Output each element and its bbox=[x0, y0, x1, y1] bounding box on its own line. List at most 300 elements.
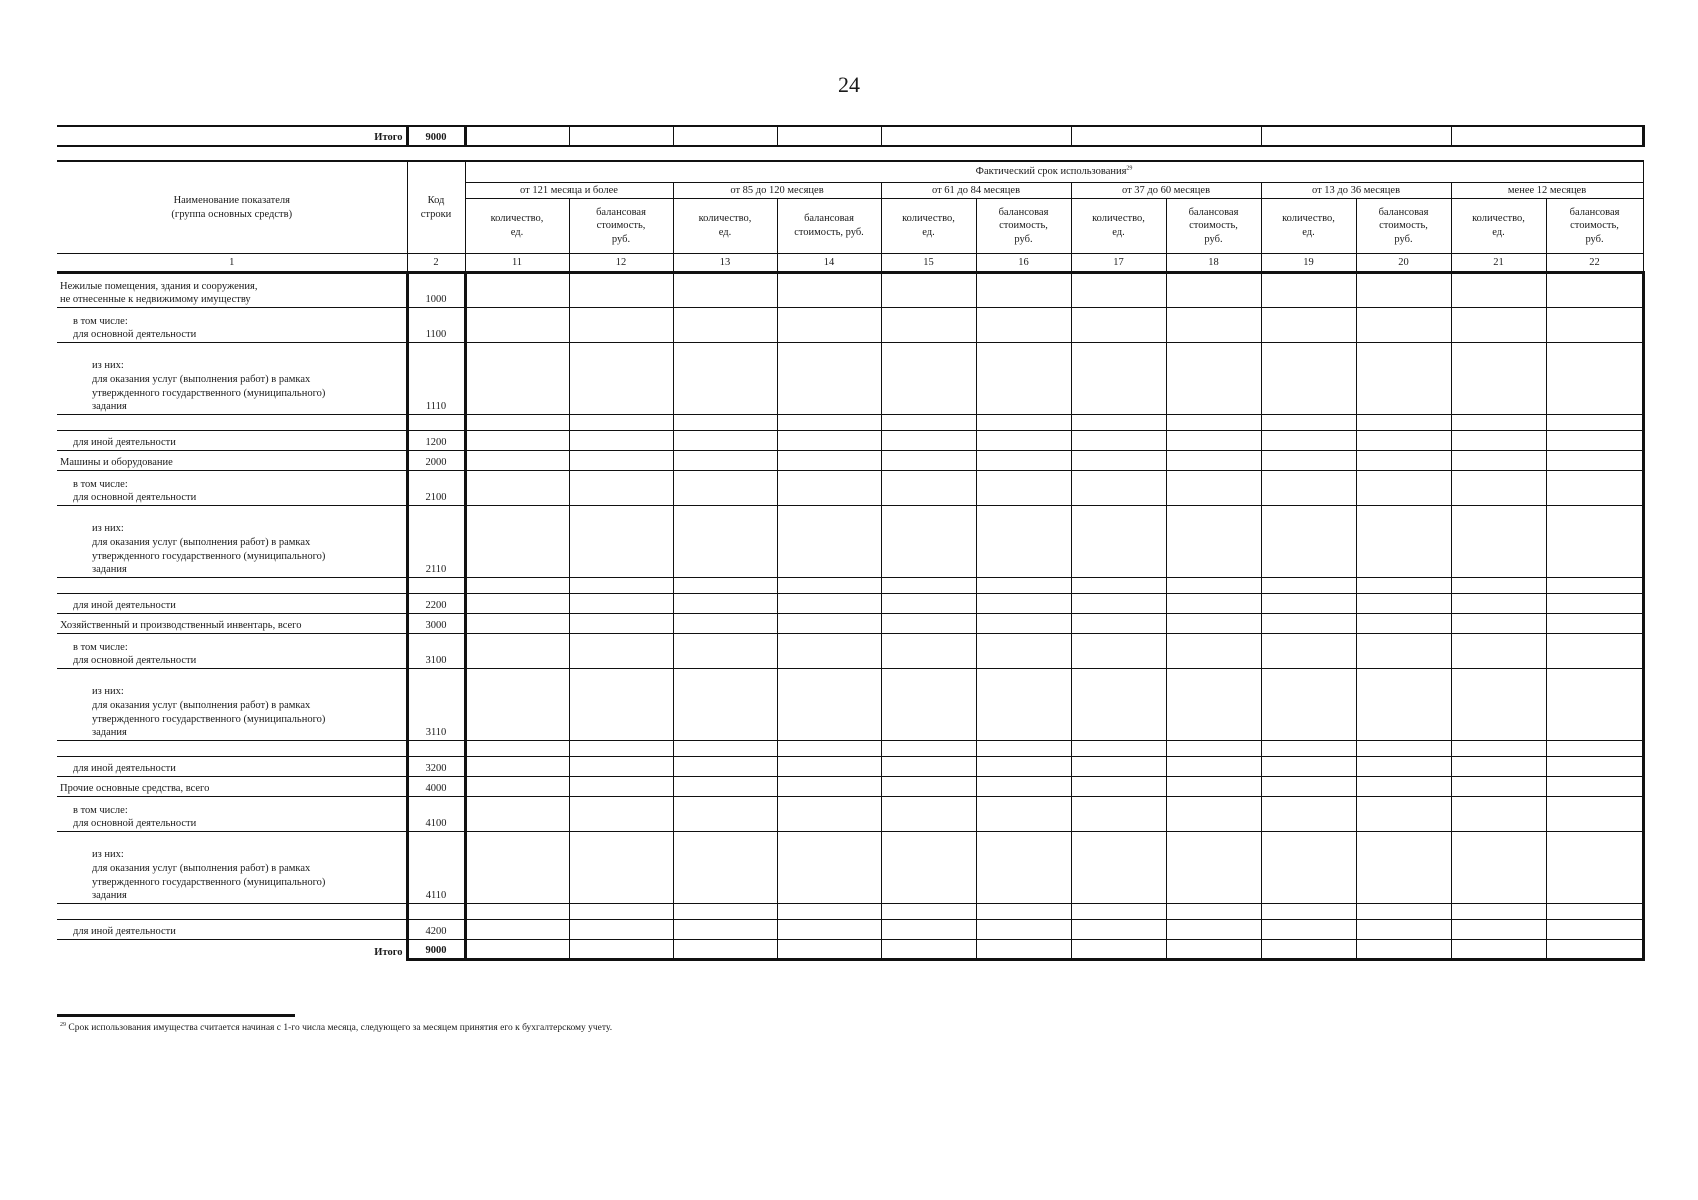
row-cell[interactable] bbox=[1261, 451, 1356, 471]
row-cell[interactable] bbox=[1546, 451, 1643, 471]
table-row bbox=[57, 431, 1643, 451]
row-cell[interactable] bbox=[673, 634, 777, 669]
row-cell[interactable] bbox=[465, 777, 569, 797]
bottom-total-cell[interactable] bbox=[1546, 940, 1643, 960]
row-cell[interactable] bbox=[1451, 832, 1546, 904]
row-cell[interactable] bbox=[1356, 308, 1451, 343]
row-code: 3110 bbox=[407, 669, 465, 741]
row-cell[interactable] bbox=[1546, 471, 1643, 506]
row-cell[interactable] bbox=[1166, 451, 1261, 471]
row-cell[interactable] bbox=[1546, 669, 1643, 741]
bottom-total-cell[interactable] bbox=[1261, 940, 1356, 960]
row-cell[interactable] bbox=[569, 741, 673, 757]
row-cell[interactable] bbox=[881, 904, 976, 920]
row-cell[interactable] bbox=[673, 797, 777, 832]
row-cell[interactable] bbox=[1356, 797, 1451, 832]
row-cell[interactable] bbox=[1451, 594, 1546, 614]
bottom-total-cell[interactable] bbox=[1451, 940, 1546, 960]
row-cell[interactable] bbox=[976, 578, 1071, 594]
row-cell[interactable] bbox=[465, 415, 569, 431]
top-total-cell[interactable] bbox=[465, 126, 569, 146]
row-name-line: утвержденного государственного (муниципального) bbox=[92, 713, 326, 725]
top-total-row bbox=[57, 126, 1643, 146]
row-cell[interactable] bbox=[1451, 797, 1546, 832]
row-cell[interactable] bbox=[569, 669, 673, 741]
row-cell[interactable] bbox=[1071, 415, 1166, 431]
row-name-line: из них: bbox=[92, 849, 124, 861]
row-cell[interactable] bbox=[976, 431, 1071, 451]
top-total-cell[interactable] bbox=[569, 126, 673, 146]
row-cell[interactable] bbox=[1451, 904, 1546, 920]
row-cell[interactable] bbox=[976, 757, 1071, 777]
row-cell[interactable] bbox=[465, 614, 569, 634]
row-cell[interactable] bbox=[673, 614, 777, 634]
row-cell[interactable] bbox=[569, 757, 673, 777]
row-cell[interactable] bbox=[1166, 273, 1261, 308]
row-cell[interactable] bbox=[881, 273, 976, 308]
row-cell[interactable] bbox=[673, 920, 777, 940]
row-indicator-name bbox=[57, 832, 407, 904]
row-cell[interactable] bbox=[881, 343, 976, 415]
row-name-line: из них: bbox=[92, 523, 124, 535]
row-cell[interactable] bbox=[1356, 273, 1451, 308]
row-cell[interactable] bbox=[1071, 920, 1166, 940]
top-total-cell[interactable] bbox=[1261, 126, 1451, 146]
row-cell[interactable] bbox=[1166, 594, 1261, 614]
row-cell[interactable] bbox=[976, 920, 1071, 940]
row-cell[interactable] bbox=[777, 634, 881, 669]
subcolumn-header-quantity bbox=[673, 199, 777, 254]
row-cell[interactable] bbox=[777, 415, 881, 431]
subcolumn-header-line: количество, bbox=[698, 213, 752, 225]
row-cell[interactable] bbox=[1261, 757, 1356, 777]
row-code: 1100 bbox=[407, 308, 465, 343]
row-code: 1110 bbox=[407, 343, 465, 415]
row-cell[interactable] bbox=[465, 832, 569, 904]
bottom-total-cell[interactable] bbox=[673, 940, 777, 960]
row-cell[interactable] bbox=[976, 669, 1071, 741]
row-cell[interactable] bbox=[777, 669, 881, 741]
row-cell[interactable] bbox=[1071, 343, 1166, 415]
row-cell[interactable] bbox=[465, 669, 569, 741]
row-cell[interactable] bbox=[1071, 634, 1166, 669]
row-cell[interactable] bbox=[976, 415, 1071, 431]
row-cell[interactable] bbox=[569, 431, 673, 451]
subcolumn-header-line: ед. bbox=[718, 227, 732, 238]
subcolumn-header-line: количество, bbox=[1092, 213, 1145, 225]
row-cell[interactable] bbox=[777, 777, 881, 797]
row-code: 4200 bbox=[407, 920, 465, 940]
row-cell[interactable] bbox=[1356, 904, 1451, 920]
row-cell[interactable] bbox=[673, 273, 777, 308]
row-cell[interactable] bbox=[976, 471, 1071, 506]
row-cell[interactable] bbox=[881, 578, 976, 594]
table-row bbox=[57, 308, 1643, 343]
row-cell[interactable] bbox=[976, 506, 1071, 578]
row-cell[interactable] bbox=[569, 904, 673, 920]
row-cell[interactable] bbox=[881, 431, 976, 451]
row-cell[interactable] bbox=[569, 920, 673, 940]
row-cell[interactable] bbox=[881, 797, 976, 832]
row-cell[interactable] bbox=[1451, 451, 1546, 471]
row-cell[interactable] bbox=[673, 308, 777, 343]
subcolumn-header-line: балансовая bbox=[804, 213, 854, 225]
row-cell[interactable] bbox=[881, 920, 976, 940]
row-cell[interactable] bbox=[976, 273, 1071, 308]
row-cell[interactable] bbox=[1546, 614, 1643, 634]
row-cell[interactable] bbox=[1261, 431, 1356, 451]
bottom-total-cell[interactable] bbox=[569, 940, 673, 960]
row-cell[interactable] bbox=[1356, 669, 1451, 741]
row-name-line: Нежилые помещения, здания и сооружения, bbox=[60, 280, 258, 292]
row-cell[interactable] bbox=[569, 343, 673, 415]
row-cell[interactable] bbox=[1071, 832, 1166, 904]
row-cell[interactable] bbox=[673, 594, 777, 614]
row-cell[interactable] bbox=[465, 431, 569, 451]
row-cell[interactable] bbox=[1356, 578, 1451, 594]
row-cell[interactable] bbox=[976, 741, 1071, 757]
row-cell[interactable] bbox=[1356, 920, 1451, 940]
row-cell[interactable] bbox=[1071, 797, 1166, 832]
row-cell[interactable] bbox=[1071, 614, 1166, 634]
subcolumn-header-value bbox=[1546, 199, 1643, 254]
row-cell[interactable] bbox=[1356, 415, 1451, 431]
row-cell[interactable] bbox=[1546, 920, 1643, 940]
row-cell[interactable] bbox=[569, 506, 673, 578]
row-cell[interactable] bbox=[1261, 471, 1356, 506]
row-cell[interactable] bbox=[1071, 594, 1166, 614]
row-cell[interactable] bbox=[1546, 273, 1643, 308]
row-cell[interactable] bbox=[1071, 757, 1166, 777]
row-cell[interactable] bbox=[1356, 594, 1451, 614]
row-cell[interactable] bbox=[777, 471, 881, 506]
row-cell[interactable] bbox=[777, 614, 881, 634]
row-cell[interactable] bbox=[1166, 741, 1261, 757]
row-cell[interactable] bbox=[1546, 832, 1643, 904]
row-cell[interactable] bbox=[1261, 594, 1356, 614]
row-code bbox=[407, 578, 465, 594]
row-cell[interactable] bbox=[1166, 634, 1261, 669]
row-cell[interactable] bbox=[465, 904, 569, 920]
row-cell[interactable] bbox=[1546, 431, 1643, 451]
row-cell[interactable] bbox=[1071, 578, 1166, 594]
row-cell[interactable] bbox=[1356, 757, 1451, 777]
row-cell[interactable] bbox=[777, 797, 881, 832]
bottom-total-cell[interactable] bbox=[777, 940, 881, 960]
row-cell[interactable] bbox=[673, 431, 777, 451]
subcolumn-header-line: ед. bbox=[922, 227, 935, 238]
row-cell[interactable] bbox=[881, 415, 976, 431]
row-cell[interactable] bbox=[673, 506, 777, 578]
row-cell[interactable] bbox=[1546, 904, 1643, 920]
row-cell[interactable] bbox=[976, 308, 1071, 343]
subcolumn-header-line: руб. bbox=[1204, 233, 1223, 245]
row-cell[interactable] bbox=[1451, 741, 1546, 757]
row-cell[interactable] bbox=[777, 741, 881, 757]
row-cell[interactable] bbox=[1166, 832, 1261, 904]
row-cell[interactable] bbox=[1166, 343, 1261, 415]
line-code-header-line: Код bbox=[427, 194, 445, 206]
row-cell[interactable] bbox=[976, 634, 1071, 669]
row-cell[interactable] bbox=[1166, 415, 1261, 431]
footnote-reference: 29 bbox=[1126, 165, 1133, 172]
row-cell[interactable] bbox=[1166, 578, 1261, 594]
row-cell[interactable] bbox=[1356, 506, 1451, 578]
row-cell[interactable] bbox=[1546, 308, 1643, 343]
bottom-total-cell[interactable] bbox=[1356, 940, 1451, 960]
row-cell[interactable] bbox=[1166, 431, 1261, 451]
row-cell[interactable] bbox=[1451, 343, 1546, 415]
row-cell[interactable] bbox=[1546, 415, 1643, 431]
row-cell[interactable] bbox=[673, 451, 777, 471]
row-name-line: утвержденного государственного (муниципального) bbox=[92, 876, 326, 888]
row-cell[interactable] bbox=[1261, 669, 1356, 741]
row-cell[interactable] bbox=[673, 669, 777, 741]
subcolumn-header-line: стоимость, bbox=[596, 220, 646, 232]
row-cell[interactable] bbox=[569, 578, 673, 594]
row-cell[interactable] bbox=[976, 797, 1071, 832]
row-cell[interactable] bbox=[673, 757, 777, 777]
bottom-total-cell[interactable] bbox=[976, 940, 1071, 960]
row-cell[interactable] bbox=[1071, 506, 1166, 578]
bottom-total-row bbox=[57, 940, 1643, 960]
row-cell[interactable] bbox=[976, 832, 1071, 904]
row-cell[interactable] bbox=[1166, 797, 1261, 832]
row-cell[interactable] bbox=[569, 777, 673, 797]
row-cell[interactable] bbox=[673, 777, 777, 797]
row-cell[interactable] bbox=[1166, 757, 1261, 777]
top-total-cell[interactable] bbox=[777, 126, 881, 146]
row-cell[interactable] bbox=[1451, 415, 1546, 431]
row-cell[interactable] bbox=[1546, 777, 1643, 797]
row-cell[interactable] bbox=[1261, 797, 1356, 832]
row-cell[interactable] bbox=[569, 451, 673, 471]
row-cell[interactable] bbox=[1261, 920, 1356, 940]
row-cell[interactable] bbox=[1261, 415, 1356, 431]
row-cell[interactable] bbox=[881, 669, 976, 741]
row-cell[interactable] bbox=[1071, 451, 1166, 471]
row-cell[interactable] bbox=[673, 904, 777, 920]
row-cell[interactable] bbox=[1451, 506, 1546, 578]
row-cell[interactable] bbox=[1166, 308, 1261, 343]
row-cell[interactable] bbox=[673, 471, 777, 506]
row-cell[interactable] bbox=[1261, 308, 1356, 343]
row-cell[interactable] bbox=[1451, 757, 1546, 777]
bottom-total-cell[interactable] bbox=[1166, 940, 1261, 960]
column-number: 12 bbox=[569, 254, 673, 273]
row-cell[interactable] bbox=[465, 273, 569, 308]
row-cell[interactable] bbox=[881, 594, 976, 614]
row-cell[interactable] bbox=[465, 506, 569, 578]
row-cell[interactable] bbox=[1166, 777, 1261, 797]
row-cell[interactable] bbox=[1356, 431, 1451, 451]
row-cell[interactable] bbox=[1356, 451, 1451, 471]
row-cell[interactable] bbox=[976, 777, 1071, 797]
row-cell[interactable] bbox=[1071, 431, 1166, 451]
row-cell[interactable] bbox=[1166, 920, 1261, 940]
row-cell[interactable] bbox=[1451, 471, 1546, 506]
subcolumn-header-line: количество, bbox=[490, 213, 544, 225]
row-cell[interactable] bbox=[1261, 904, 1356, 920]
row-cell[interactable] bbox=[1546, 506, 1643, 578]
row-cell[interactable] bbox=[777, 920, 881, 940]
row-cell[interactable] bbox=[1261, 832, 1356, 904]
row-cell[interactable] bbox=[1451, 431, 1546, 451]
row-cell[interactable] bbox=[673, 741, 777, 757]
row-cell[interactable] bbox=[1071, 308, 1166, 343]
subcolumn-header-line: стоимость, bbox=[1379, 220, 1428, 232]
row-cell[interactable] bbox=[1451, 920, 1546, 940]
row-cell[interactable] bbox=[1166, 614, 1261, 634]
row-cell[interactable] bbox=[465, 451, 569, 471]
row-cell[interactable] bbox=[1451, 614, 1546, 634]
row-cell[interactable] bbox=[1356, 777, 1451, 797]
row-cell[interactable] bbox=[465, 741, 569, 757]
row-cell[interactable] bbox=[1166, 669, 1261, 741]
row-cell[interactable] bbox=[1451, 308, 1546, 343]
row-cell[interactable] bbox=[569, 614, 673, 634]
row-cell[interactable] bbox=[1071, 777, 1166, 797]
row-cell[interactable] bbox=[777, 451, 881, 471]
row-cell[interactable] bbox=[569, 308, 673, 343]
top-total-cell[interactable] bbox=[1451, 126, 1643, 146]
row-cell[interactable] bbox=[777, 308, 881, 343]
row-cell[interactable] bbox=[1451, 273, 1546, 308]
row-cell[interactable] bbox=[1546, 757, 1643, 777]
bottom-total-cell[interactable] bbox=[465, 940, 569, 960]
row-cell[interactable] bbox=[1546, 594, 1643, 614]
row-cell[interactable] bbox=[1071, 273, 1166, 308]
row-cell[interactable] bbox=[1166, 471, 1261, 506]
row-cell[interactable] bbox=[569, 273, 673, 308]
row-cell[interactable] bbox=[1071, 904, 1166, 920]
row-cell[interactable] bbox=[569, 797, 673, 832]
row-cell[interactable] bbox=[465, 471, 569, 506]
row-cell[interactable] bbox=[777, 832, 881, 904]
row-cell[interactable] bbox=[1261, 614, 1356, 634]
row-indicator-name bbox=[57, 797, 407, 832]
row-cell[interactable] bbox=[1261, 578, 1356, 594]
row-indicator-name bbox=[57, 669, 407, 741]
row-cell[interactable] bbox=[777, 343, 881, 415]
row-cell[interactable] bbox=[465, 797, 569, 832]
row-cell[interactable] bbox=[569, 832, 673, 904]
column-number: 19 bbox=[1261, 254, 1356, 273]
row-cell[interactable] bbox=[881, 832, 976, 904]
row-cell[interactable] bbox=[1166, 904, 1261, 920]
row-cell[interactable] bbox=[777, 578, 881, 594]
row-cell[interactable] bbox=[465, 594, 569, 614]
row-cell[interactable] bbox=[465, 634, 569, 669]
row-cell[interactable] bbox=[1356, 471, 1451, 506]
row-cell[interactable] bbox=[1261, 741, 1356, 757]
row-cell[interactable] bbox=[1071, 741, 1166, 757]
row-cell[interactable] bbox=[777, 904, 881, 920]
subcolumn-header-value bbox=[1356, 199, 1451, 254]
row-cell[interactable] bbox=[1546, 741, 1643, 757]
row-cell[interactable] bbox=[881, 634, 976, 669]
row-cell[interactable] bbox=[1261, 506, 1356, 578]
row-cell[interactable] bbox=[465, 343, 569, 415]
column-number: 11 bbox=[465, 254, 569, 273]
row-cell[interactable] bbox=[1356, 832, 1451, 904]
row-cell[interactable] bbox=[881, 777, 976, 797]
row-cell[interactable] bbox=[1071, 669, 1166, 741]
row-cell[interactable] bbox=[881, 741, 976, 757]
row-cell[interactable] bbox=[976, 614, 1071, 634]
top-total-cell[interactable] bbox=[673, 126, 777, 146]
row-cell[interactable] bbox=[569, 471, 673, 506]
row-cell[interactable] bbox=[1451, 634, 1546, 669]
row-cell[interactable] bbox=[976, 904, 1071, 920]
row-cell[interactable] bbox=[1261, 634, 1356, 669]
row-cell[interactable] bbox=[1261, 777, 1356, 797]
row-cell[interactable] bbox=[777, 273, 881, 308]
row-name-line: в том числе: bbox=[73, 315, 128, 327]
row-cell[interactable] bbox=[777, 431, 881, 451]
row-cell[interactable] bbox=[1451, 578, 1546, 594]
row-cell[interactable] bbox=[1356, 634, 1451, 669]
row-cell[interactable] bbox=[1356, 343, 1451, 415]
row-cell[interactable] bbox=[465, 920, 569, 940]
subcolumn-header-line: ед. bbox=[1492, 227, 1505, 238]
row-cell[interactable] bbox=[1546, 797, 1643, 832]
row-cell[interactable] bbox=[465, 757, 569, 777]
row-cell[interactable] bbox=[777, 506, 881, 578]
bottom-total-cell[interactable] bbox=[1071, 940, 1166, 960]
row-cell[interactable] bbox=[1356, 741, 1451, 757]
row-cell[interactable] bbox=[673, 832, 777, 904]
row-cell[interactable] bbox=[777, 757, 881, 777]
row-cell[interactable] bbox=[881, 308, 976, 343]
top-total-cell[interactable] bbox=[881, 126, 1071, 146]
row-cell[interactable] bbox=[673, 578, 777, 594]
column-number: 17 bbox=[1071, 254, 1166, 273]
row-cell[interactable] bbox=[1546, 634, 1643, 669]
row-cell[interactable] bbox=[569, 415, 673, 431]
row-cell[interactable] bbox=[881, 451, 976, 471]
row-cell[interactable] bbox=[881, 614, 976, 634]
row-cell[interactable] bbox=[1356, 614, 1451, 634]
row-cell[interactable] bbox=[881, 506, 976, 578]
bottom-total-cell[interactable] bbox=[881, 940, 976, 960]
row-cell[interactable] bbox=[777, 594, 881, 614]
row-cell[interactable] bbox=[673, 415, 777, 431]
row-cell[interactable] bbox=[976, 343, 1071, 415]
row-cell[interactable] bbox=[1261, 273, 1356, 308]
row-cell[interactable] bbox=[673, 343, 777, 415]
row-cell[interactable] bbox=[1451, 777, 1546, 797]
row-cell[interactable] bbox=[1451, 669, 1546, 741]
subcolumn-header-line: стоимость, руб. bbox=[794, 227, 864, 238]
row-cell[interactable] bbox=[1071, 471, 1166, 506]
row-cell[interactable] bbox=[569, 634, 673, 669]
row-cell[interactable] bbox=[1261, 343, 1356, 415]
row-cell[interactable] bbox=[976, 451, 1071, 471]
row-cell[interactable] bbox=[569, 594, 673, 614]
row-cell[interactable] bbox=[1546, 578, 1643, 594]
row-cell[interactable] bbox=[465, 308, 569, 343]
row-cell[interactable] bbox=[881, 757, 976, 777]
top-total-cell[interactable] bbox=[1071, 126, 1261, 146]
row-indicator-name bbox=[57, 614, 407, 634]
row-cell[interactable] bbox=[465, 578, 569, 594]
row-indicator-name bbox=[57, 757, 407, 777]
row-cell[interactable] bbox=[976, 594, 1071, 614]
row-cell[interactable] bbox=[1166, 506, 1261, 578]
row-cell[interactable] bbox=[1546, 343, 1643, 415]
row-cell[interactable] bbox=[881, 471, 976, 506]
